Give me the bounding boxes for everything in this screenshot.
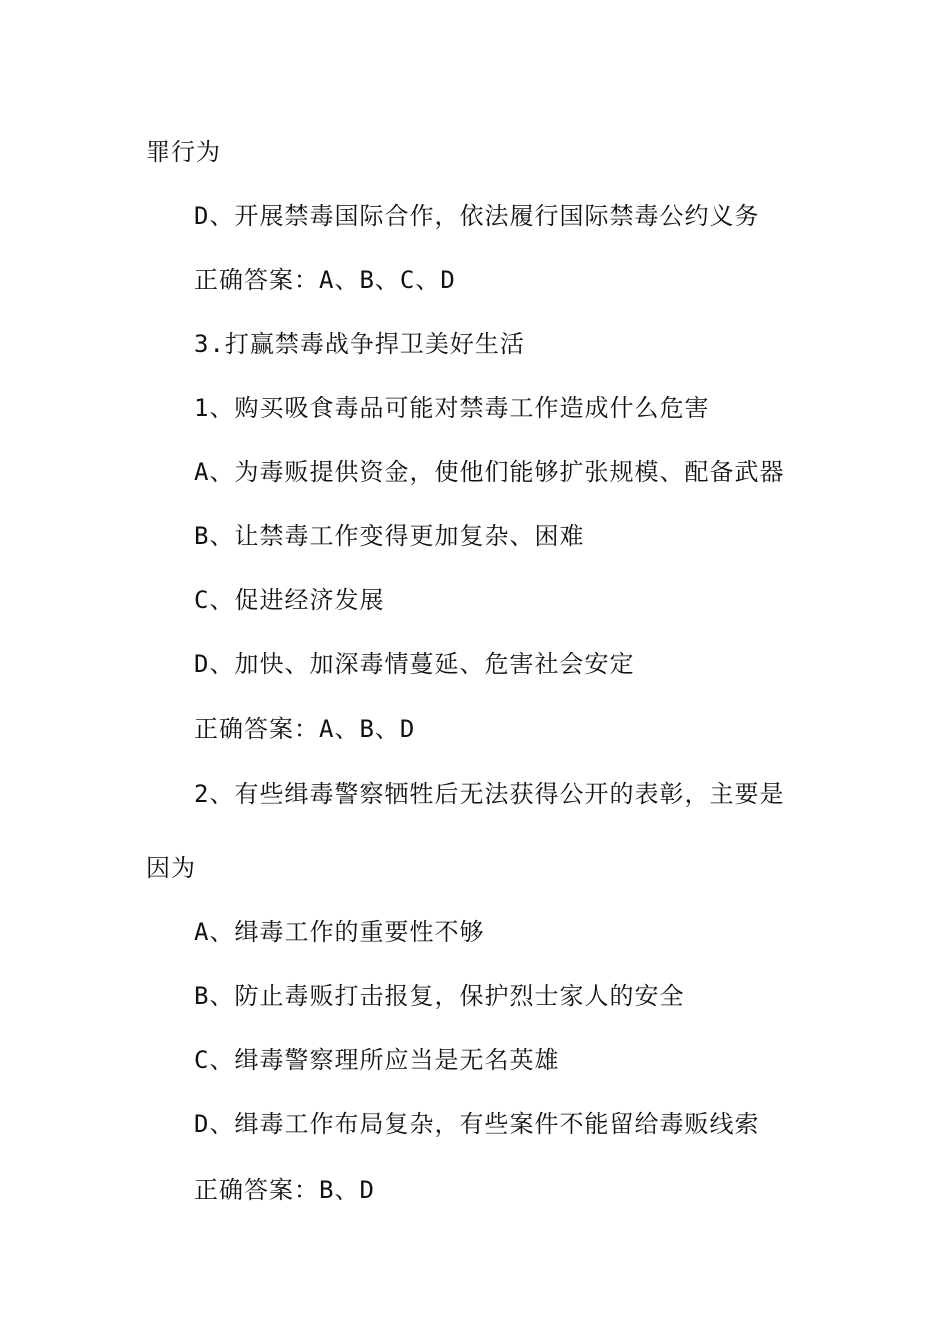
correct-answer: 正确答案：B、D: [194, 1176, 375, 1204]
option-c: C、促进经济发展: [194, 586, 385, 614]
question-2-continuation: 因为: [146, 854, 196, 882]
correct-answer: 正确答案：A、B、C、D: [194, 266, 456, 294]
option-c: C、缉毒警察理所应当是无名英雄: [194, 1046, 560, 1074]
section-heading: 3.打赢禁毒战争捍卫美好生活: [194, 330, 525, 358]
option-d: D、缉毒工作布局复杂，有些案件不能留给毒贩线索: [194, 1110, 760, 1138]
question-2: 2、有些缉毒警察牺牲后无法获得公开的表彰，主要是: [194, 780, 785, 808]
option-d: D、开展禁毒国际合作，依法履行国际禁毒公约义务: [194, 202, 760, 230]
option-a: A、为毒贩提供资金，使他们能够扩张规模、配备武器: [194, 458, 785, 486]
option-d: D、加快、加深毒情蔓延、危害社会安定: [194, 650, 635, 678]
option-b: B、防止毒贩打击报复，保护烈士家人的安全: [194, 982, 685, 1010]
text-line-continuation: 罪行为: [146, 138, 221, 166]
option-b: B、让禁毒工作变得更加复杂、困难: [194, 522, 585, 550]
question-1: 1、购买吸食毒品可能对禁毒工作造成什么危害: [194, 394, 710, 422]
correct-answer: 正确答案：A、B、D: [194, 715, 416, 743]
option-a: A、缉毒工作的重要性不够: [194, 918, 485, 946]
